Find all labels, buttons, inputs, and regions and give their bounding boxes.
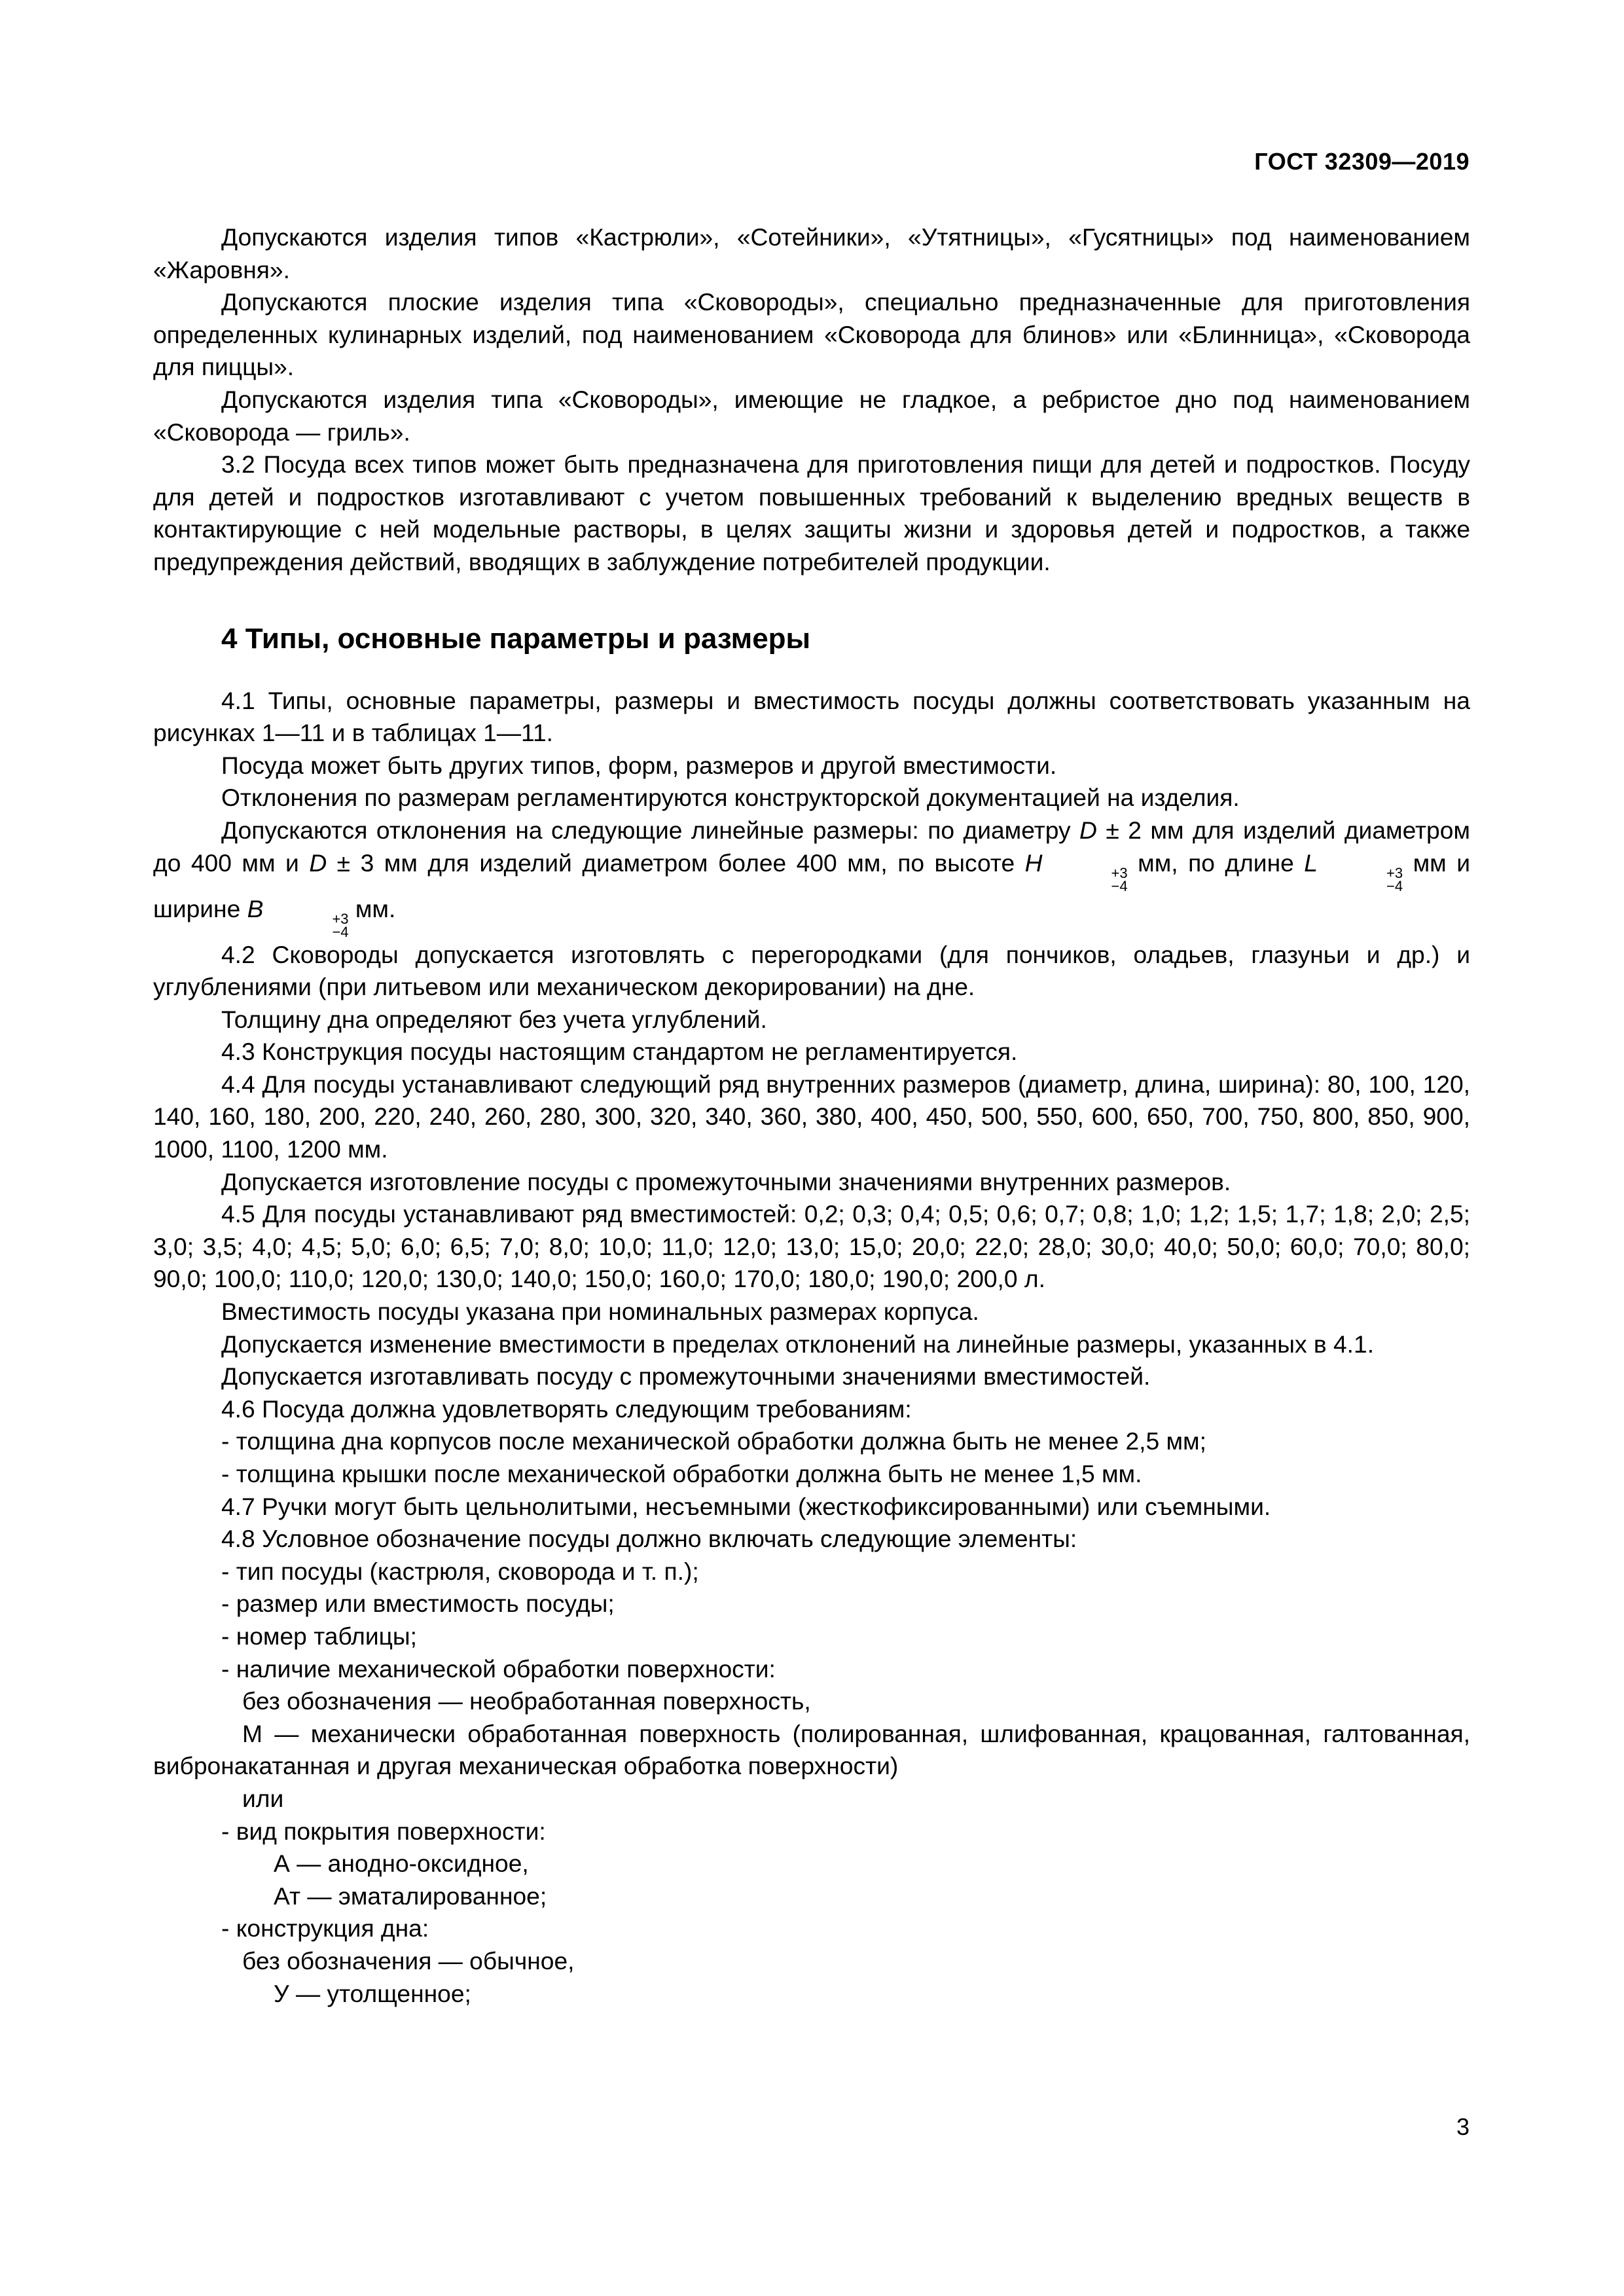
- paragraph-4-3: 4.3 Конструкция посуды настоящим стандартом не регламентируется.: [221, 1038, 1018, 1066]
- paragraph: Допускаются изделия типа «Сковороды», имеющие не гладкое, а ребристое дно под наименованием «Сковорода — гриль».: [153, 385, 1470, 446]
- symbol-b: B: [247, 894, 264, 922]
- paragraph: Допускаются плоские изделия типа «Сковороды», специально предназначенные для приготовления определенных кулинарных изделий, под наименованием «Сковорода для блинов» или «Блинница», «Сковорода для пиццы».: [153, 288, 1470, 381]
- paragraph-3-2: 3.2 Посуда всех типов может быть предназначена для приготовления пищи для детей и подростков. Посуду для детей и подростков изготавливают с учетом повышенных требований к выделению вредных веществ в контактирующие с ней модельные растворы, в целях защиты жизни и здоровья детей и подростков, а также предупреждения действий, вводящих в заблуждение потребителей продукции.: [153, 450, 1470, 575]
- document-body: [153, 221, 1470, 2010]
- paragraph-4-8: 4.8 Условное обозначение посуды должно включать следующие элементы:: [221, 1525, 1077, 1553]
- paragraph-4-4: 4.4 Для посуды устанавливают следующий ряд внутренних размеров (диаметр, длина, ширина): 80, 100, 120, 140, 160, 180, 200, 220, 240, 260, 280, 300, 320, 340, 360, 380, 400, 450, 500, 550, 600, 650, 700, 750, 800, 850, 900, 1000, 1100, 1200 мм.: [153, 1070, 1470, 1163]
- page-number: 3: [1456, 2113, 1470, 2140]
- symbol-d: D: [1079, 816, 1097, 844]
- paragraph: Отклонения по размерам регламентируются конструкторской документацией на изделия.: [221, 784, 1240, 812]
- tolerance-limits: +3 −4: [1111, 864, 1128, 894]
- sub-item: М — механически обработанная поверхность (полированная, шлифованная, крацованная, галтованная, вибронакатанная и другая механическая обработка поверхности): [153, 1719, 1470, 1780]
- paragraph-4-6: 4.6 Посуда должна удовлетворять следующим требованиям:: [221, 1394, 912, 1423]
- paragraph-4-1: 4.1 Типы, основные параметры, размеры и вместимость посуды должны соответствовать указанным на рисунках 1—11 и в таблицах 1—11.: [153, 686, 1470, 747]
- sub-item: без обозначения — обычное,: [242, 1946, 575, 1975]
- list-item: - толщина крышки после механической обработки должна быть не менее 1,5 мм.: [221, 1460, 1142, 1487]
- tolerance-limits: +3 −4: [332, 910, 349, 940]
- paragraph: Допускается изготовление посуды с промежуточными значениями внутренних размеров.: [221, 1167, 1231, 1195]
- paragraph: Посуда может быть других типов, форм, размеров и другой вместимости.: [221, 751, 1057, 779]
- sub-item: У — утолщенное;: [274, 1979, 471, 2007]
- paragraph-4-2: 4.2 Сковороды допускается изготовлять с перегородками (для пончиков, оладьев, глазуньи и др.) и углублениями (при литьевом или механическом декорировании) на дне.: [153, 940, 1470, 1001]
- list-item: - наличие механической обработки поверхности:: [221, 1654, 776, 1683]
- tolerance-limits: +3 −4: [1386, 864, 1403, 894]
- symbol-h: H: [1024, 848, 1043, 877]
- list-item: - размер или вместимость посуды;: [221, 1590, 615, 1618]
- list-item: - толщина дна корпусов после механической обработки должна быть не менее 2,5 мм;: [221, 1427, 1206, 1455]
- list-item: - конструкция дна:: [221, 1914, 429, 1942]
- symbol-l: L: [1304, 848, 1318, 877]
- list-item: - номер таблицы;: [221, 1622, 417, 1650]
- sub-item: без обозначения — необработанная поверхность,: [242, 1687, 811, 1715]
- section-heading: 4 Типы, основные параметры и размеры: [221, 622, 811, 655]
- paragraph-4-5: 4.5 Для посуды устанавливают ряд вместимостей: 0,2; 0,3; 0,4; 0,5; 0,6; 0,7; 0,8; 1,0; 1,2; 1,5; 1,7; 1,8; 2,0; 2,5; 3,0; 3,5; 4,0; 4,5; 5,0; 6,0; 6,5; 7,0; 8,0; 10,0; 11,0; 12,0; 13,0; 15,0; 20,0; 22,0; 28,0; 30,0; 40,0; 50,0; 60,0; 70,0; 80,0; 90,0; 100,0; 110,0; 120,0; 130,0; 140,0; 150,0; 160,0; 170,0; 180,0; 190,0; 200,0 л.: [153, 1200, 1470, 1293]
- paragraph: Допускается изменение вместимости в пределах отклонений на линейные размеры, указанных в 4.1.: [221, 1330, 1375, 1358]
- list-item: - тип посуды (кастрюля, сковорода и т. п.);: [221, 1557, 699, 1585]
- symbol-d: D: [309, 848, 327, 877]
- paragraph: Допускаются изделия типов «Кастрюли», «Сотейники», «Утятницы», «Гусятницы» под наименованием «Жаровня».: [153, 223, 1470, 283]
- tolerance-paragraph: Допускаются отклонения на следующие линейные размеры: по диаметру D ± 2 мм для изделий диаметром до 400 мм и D ± 3 мм для изделий диаметром более 400 мм, по высоте H +3 −4 мм, по длине L +3 −4 мм и ширине B +3 −4 мм.: [153, 816, 1470, 940]
- paragraph: Вместимость посуды указана при номинальных размерах корпуса.: [221, 1298, 979, 1326]
- sub-item: или: [242, 1784, 284, 1812]
- sub-item: Ат — эматалированное;: [274, 1882, 547, 1910]
- paragraph-4-7: 4.7 Ручки могут быть цельнолитыми, несъемными (жесткофиксированными) или съемными.: [221, 1492, 1271, 1520]
- doc-code-header: ГОСТ 32309—2019: [1254, 148, 1470, 175]
- list-item: - вид покрытия поверхности:: [221, 1817, 546, 1845]
- sub-item: А — анодно-оксидное,: [274, 1850, 529, 1878]
- paragraph: Допускается изготавливать посуду с промежуточными значениями вместимостей.: [221, 1362, 1151, 1391]
- paragraph: Толщину дна определяют без учета углублений.: [221, 1005, 767, 1033]
